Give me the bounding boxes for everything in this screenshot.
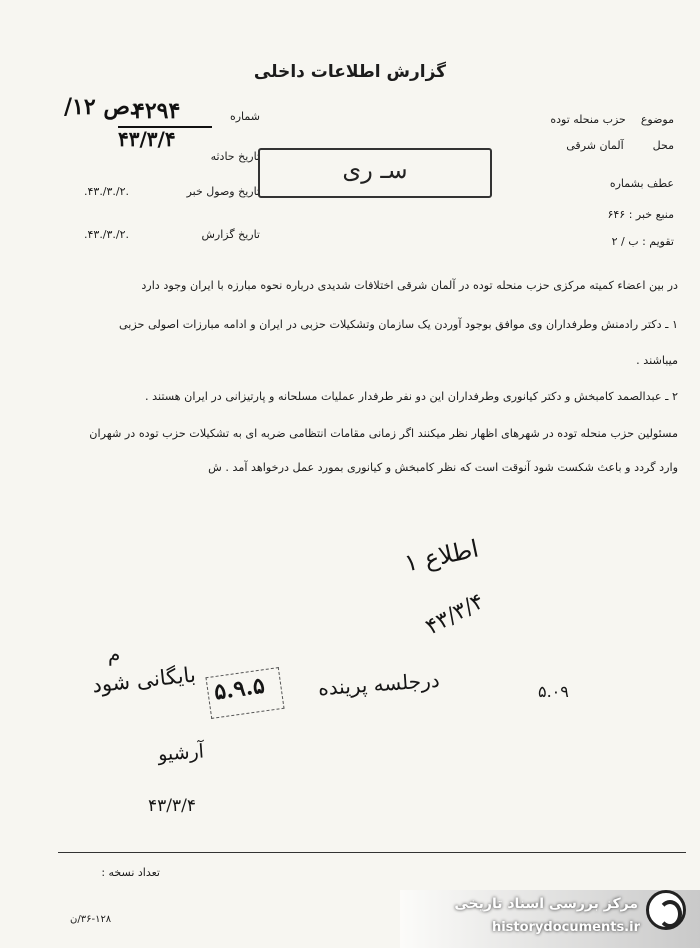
report-date-label: تاریخ گزارش [201, 228, 260, 241]
form-code: ۳۶-۱۲۸/ن [70, 914, 112, 925]
place-row [566, 139, 674, 152]
watermark-url: historydocuments.ir [491, 920, 640, 935]
secret-stamp-text: سـ ری [342, 156, 408, 184]
archive-note: بایگانی شود [91, 662, 197, 698]
number-suffix: /۱۲ دص [64, 94, 140, 120]
event-date-value: ۴۳/۳/۴ [118, 127, 176, 151]
document-title: گزارش اطلاعات داخلی [253, 62, 447, 82]
handwritten-note: اطلاع ۱ [401, 534, 482, 578]
source-label: منبع خبر [635, 208, 674, 221]
subject-value: حزب منحله توده [550, 113, 626, 126]
place-label: محل [652, 139, 674, 152]
body-line: وارد گردد و باعث شکست شود آنوقت است که نظر کامبخش و کیانوری بمورد عمل درخواهد آمد . ش [208, 461, 678, 474]
ref-label: عطف بشماره [609, 177, 674, 190]
report-date-value: .۴۳./۳./۲. [84, 228, 130, 241]
footer-divider [58, 852, 686, 853]
number-value: ۴۲۹۴ [133, 98, 181, 124]
handwritten-number: ۵.۹.۵ [212, 672, 267, 706]
handwritten-date: ۴۳/۳/۴ [421, 588, 489, 641]
rating-label: تقویم [649, 235, 674, 248]
signature-text: درجلسه پرینده [317, 667, 441, 701]
receipt-date-label: تاریخ وصول خبر [186, 185, 260, 198]
rating-value: ب / ۲ [611, 235, 639, 248]
watermark-title: مرکز بررسی اسناد تاریخی [454, 896, 638, 912]
secret-stamp [258, 148, 492, 198]
subject-row [550, 113, 674, 126]
source-value: ۶۴۶ [607, 208, 626, 221]
subject-label: موضوع [640, 113, 674, 126]
rating-row: تقویم : ب / ۲ [611, 235, 674, 248]
body-line: در بین اعضاء کمیته مرکزی حزب منحله توده در آلمان شرقی اختلافات شدیدی درباره نحوه مبارزه با ایران وجود دارد [141, 279, 678, 292]
body-line: میباشند . [636, 354, 678, 367]
archive-handwriting: آرشیو [157, 740, 205, 766]
ref-row [610, 177, 674, 190]
archive-logo-icon [646, 890, 686, 930]
body-line: ۲ ـ عبدالصمد کامبخش و دکتر کیانوری وطرفداران این دو نفر طرفدار عملیات مسلحانه و پارتیزانی در ایران هستند . [144, 390, 678, 403]
copies-label: تعداد نسخه : [101, 866, 160, 879]
body-line: ۱ ـ دکتر رادمنش وطرفداران وی موافق بوجود آوردن یک سازمان وتشکیلات حزبی در ایران و ادامه مبارزات اصولی حزبی [118, 318, 678, 331]
number-label: شماره [229, 110, 260, 123]
corner-mark: م [108, 642, 121, 666]
event-date-label: تاریخ حادثه [210, 150, 260, 163]
body-line: مسئولین حزب منحله توده در شهرهای اظهار نظر میکنند اگر زمانی مقامات انتظامی ضربه ای به تشکیلات حزب توده در شهران [89, 427, 678, 440]
place-value: آلمان شرقی [566, 139, 624, 152]
source-row: منبع خبر : ۶۴۶ [607, 208, 674, 221]
small-number-note: ۵.۰۹ [538, 682, 569, 701]
handwritten-footer-date: ۴۳/۳/۴ [148, 796, 196, 816]
receipt-date-value: .۴۳./۳./۲. [84, 185, 130, 198]
